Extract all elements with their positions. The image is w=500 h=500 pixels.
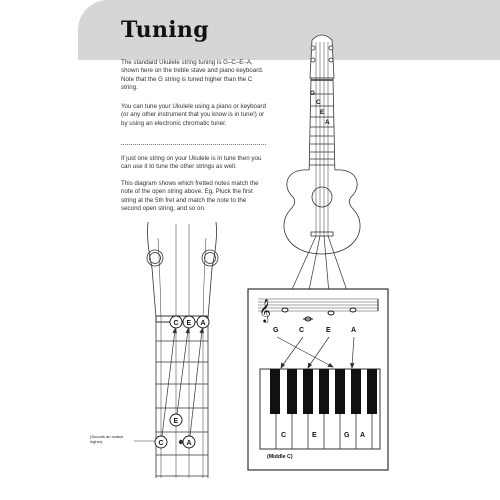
stave-label-a: A [351,327,357,334]
key-label-c: C [281,432,287,439]
key-label-a: A [360,432,366,439]
key-label-e: E [312,432,317,439]
stave-label-e: E [326,327,331,334]
diagram-explanation-paragraph: This diagram shows which fretted notes match the note of the open string above. Eg. Pluck the first string at the 5th fret and match the note to the second open string, and so on. [121,180,259,212]
treble-clef-icon: 𝄞 [259,298,271,322]
stave-label-g: G [273,327,279,334]
ukulele-illustration [284,35,360,254]
ukulele-label-e: E [320,109,325,116]
open-note-a: A [200,320,206,327]
key-label-g: G [344,432,350,439]
relative-tuning-paragraph: If just one string on your Ukulele is in tune then you can use it to tune the other strings as well. [121,155,262,171]
ukulele-label-c: C [316,99,321,106]
tuning-methods-paragraph: You can tune your Ukulele using a piano or keyboard (or any other instrument that you know is in tune!) or by using an electronic chromatic tuner. [121,103,266,127]
open-note-c: C [173,320,179,327]
octave-side-note: (Sounds an octave higher) [90,435,124,444]
fretted-note-a: A [186,440,192,447]
fretted-note-e: E [173,418,179,425]
fretboard-arrows [162,328,204,436]
intro-paragraph: The standard Ukulele string tuning is G–C–E–A, shown here on the treble stave and piano keyboard. Note that the G string is tuned higher than the C string. [121,59,264,91]
fret-dot [179,440,183,444]
fretted-note-c: C [158,440,164,447]
open-note-e: E [186,320,192,327]
ukulele-label-g: G [310,90,316,97]
ukulele-label-a: A [325,119,330,126]
page-title: Tuning [121,17,209,43]
middle-c-label: (Middle C) [267,454,293,460]
stave-label-c: C [299,327,305,334]
